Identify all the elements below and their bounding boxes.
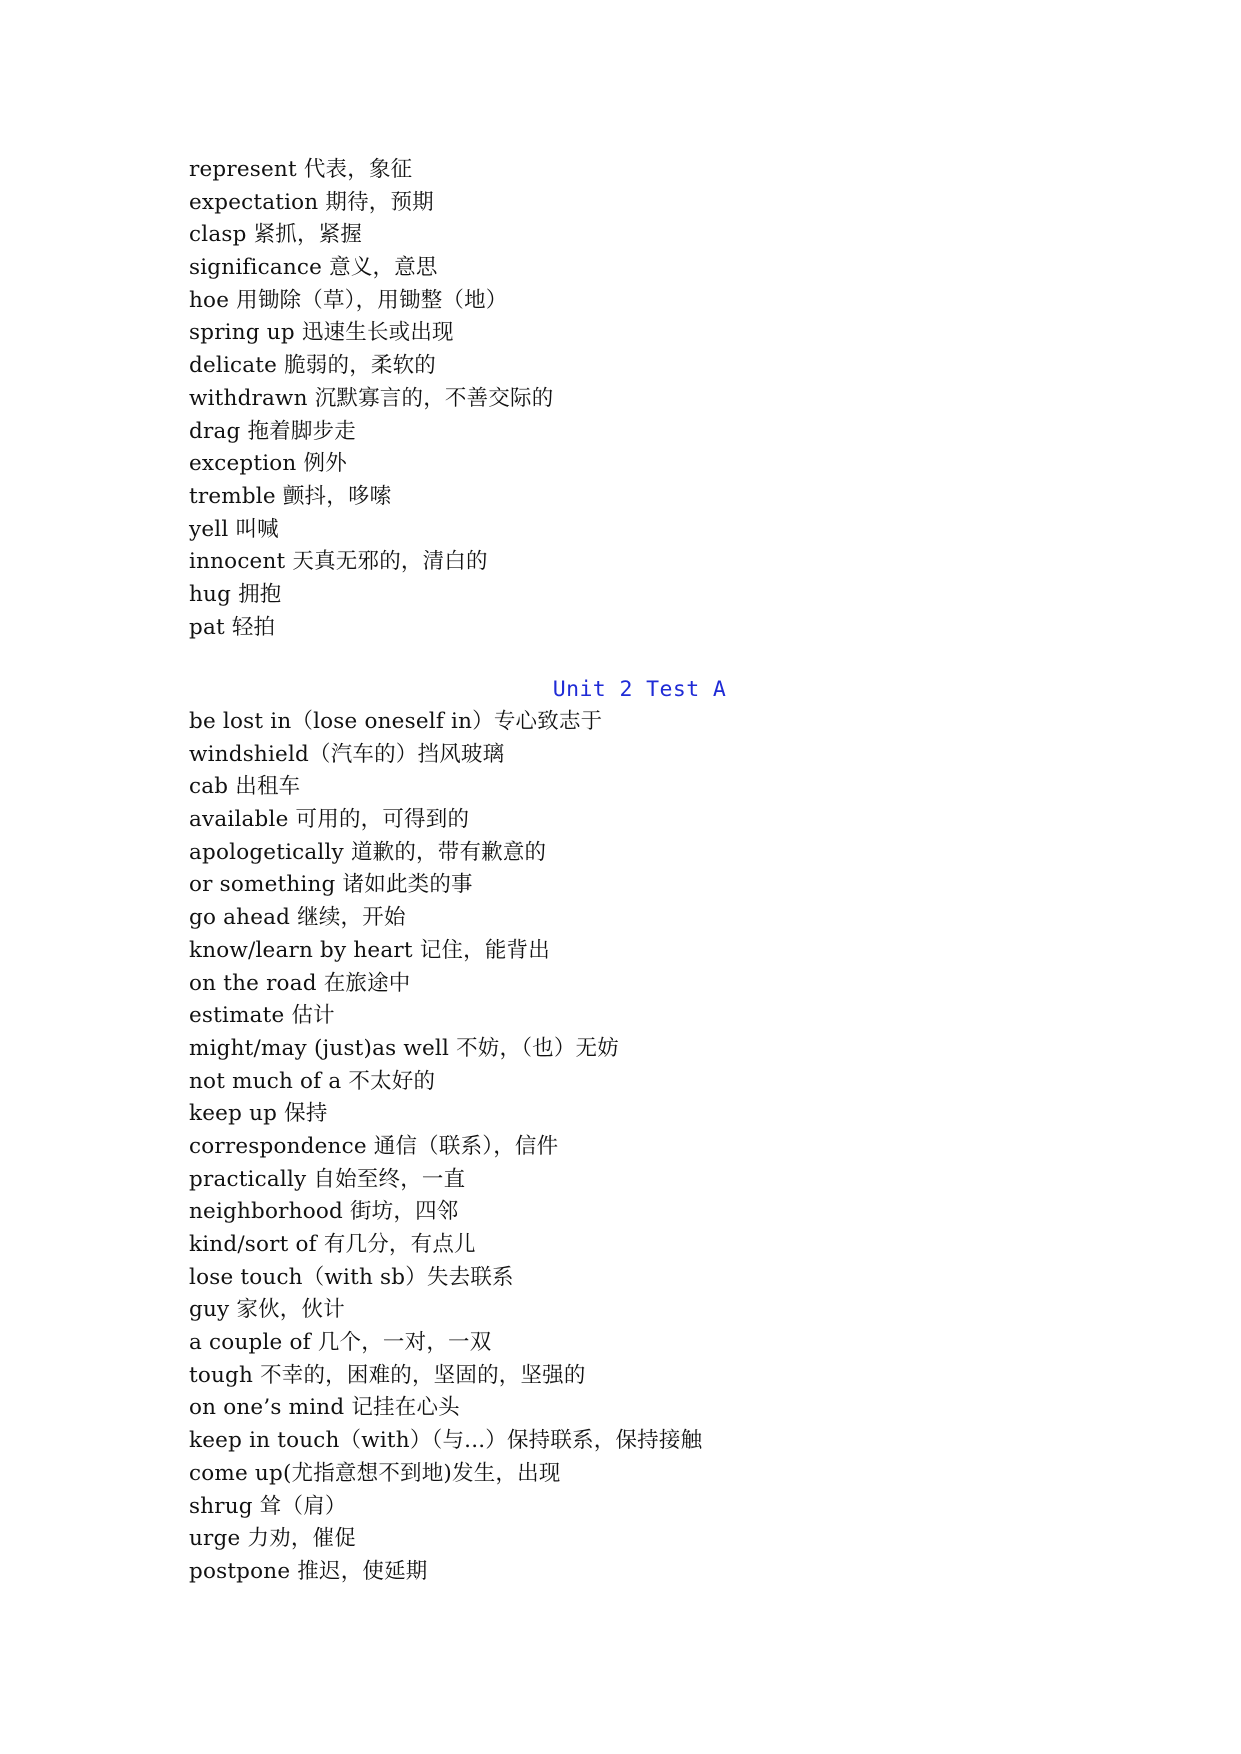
vocab-entry: apologetically 道歉的，带有歉意的 <box>189 839 547 865</box>
vocab-entry: available 可用的，可得到的 <box>189 807 470 833</box>
vocab-entry: tough 不幸的，困难的，坚固的，坚强的 <box>189 1362 586 1388</box>
vocab-entry: drag 拖着脚步走 <box>189 418 356 444</box>
vocab-entry: be lost in（lose oneself in）专心致志于 <box>189 709 603 734</box>
vocab-entry: shrug 耸（肩） <box>189 1493 347 1519</box>
vocab-entry: pat 轻拍 <box>189 614 276 640</box>
vocab-entry: a couple of 几个，一对，一双 <box>189 1330 492 1356</box>
vocab-entry: innocent 天真无邪的，清白的 <box>189 549 488 575</box>
vocab-entry: know/learn by heart 记住，能背出 <box>189 937 550 963</box>
vocab-entry: keep in touch（with）（与...）保持联系，保持接触 <box>189 1428 703 1454</box>
vocab-entry: might/may (just)as well 不妨，（也）无妨 <box>189 1035 619 1061</box>
vocab-entry: spring up 迅速生长或出现 <box>189 320 454 346</box>
vocab-entry: not much of a 不太好的 <box>189 1068 436 1094</box>
vocab-entry: or something 诸如此类的事 <box>189 872 473 898</box>
vocab-entry: keep up 保持 <box>189 1101 328 1127</box>
vocab-entry: tremble 颤抖，哆嗦 <box>189 483 392 509</box>
vocab-entry: urge 力劝，催促 <box>189 1526 356 1552</box>
vocab-entry: guy 家伙，伙计 <box>189 1297 345 1323</box>
vocab-entry: hug 拥抱 <box>189 581 282 607</box>
vocab-entry: postpone 推迟，使延期 <box>189 1558 428 1584</box>
vocab-entry: neighborhood 街坊，四邻 <box>189 1199 459 1225</box>
vocab-entry: on one’s mind 记挂在心头 <box>189 1395 460 1421</box>
vocab-entry: lose touch（with sb）失去联系 <box>189 1264 514 1290</box>
vocab-entry: go ahead 继续，开始 <box>189 905 406 931</box>
vocab-entry: hoe 用锄除（草），用锄整（地） <box>189 287 508 313</box>
vocab-entry: represent 代表，象征 <box>189 157 413 182</box>
vocab-entry: estimate 估计 <box>189 1003 335 1029</box>
vocab-entry: delicate 脆弱的，柔软的 <box>189 353 436 379</box>
vocab-entry: on the road 在旅途中 <box>189 970 411 996</box>
vocab-entry: significance 意义，意思 <box>189 255 438 281</box>
vocab-entry: correspondence 通信（联系），信件 <box>189 1133 559 1159</box>
vocab-entry: kind/sort of 有几分，有点儿 <box>189 1232 476 1257</box>
vocab-entry: exception 例外 <box>189 451 347 477</box>
vocab-entry: cab 出租车 <box>189 774 301 800</box>
unit-heading: Unit 2 Test A <box>552 677 727 702</box>
vocab-entry: clasp 紧抓，紧握 <box>189 222 363 248</box>
vocab-entry: come up(尤指意想不到地)发生，出现 <box>189 1460 561 1486</box>
vocab-entry: expectation 期待，预期 <box>189 189 434 215</box>
vocab-entry: withdrawn 沉默寡言的，不善交际的 <box>189 385 554 411</box>
vocab-entry: windshield（汽车的）挡风玻璃 <box>189 741 505 767</box>
vocab-list-section-2 <box>189 706 1089 1589</box>
vocab-entry: yell 叫喊 <box>189 516 279 542</box>
vocab-entry: practically 自始至终，一直 <box>189 1166 466 1192</box>
vocab-list-section-1 <box>189 154 1089 644</box>
